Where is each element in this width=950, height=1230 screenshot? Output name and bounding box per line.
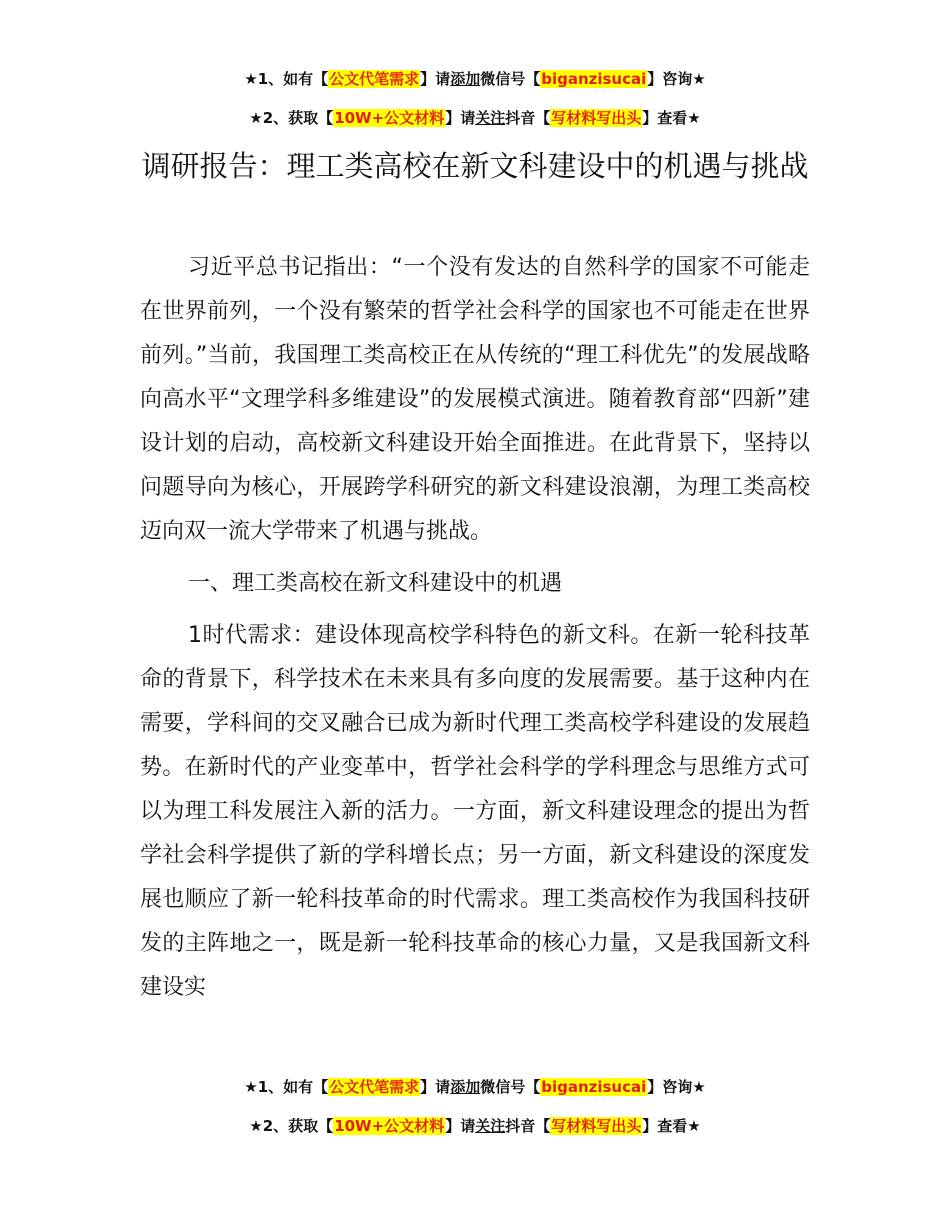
banner-prefix: ★2、获取【 [249,1117,334,1135]
banner-prefix: ★1、如有【 [244,70,329,88]
banner-emphasis: 添加 [450,1078,481,1096]
banner-text: 】请 [445,1117,476,1135]
banner-suffix: 】咨询★ [647,1078,706,1096]
banner-bottom-line-1 [0,1076,950,1098]
banner-text: 】请 [420,1078,451,1096]
banner-emphasis: 关注 [475,1117,506,1135]
banner-text: 】请 [420,70,451,88]
banner-highlight: 公文代笔需求 [329,70,420,88]
banner-douyin-id: 写材料写出头 [551,109,642,127]
section-paragraph: 1时代需求：建设体现高校学科特色的新文科。在新一轮科技革命的背景下，科学技术在未来具有多向度的发展需要。基于这种内在需要，学科间的交叉融合已成为新时代理工类高校学科建设的发展趋势。在新时代的产业变革中，哲学社会科学的学科理念与思维方式可以为理工科发展注入新的活力。一方面，新文科建设理念的提出为哲学社会科学提供了新的学科增长点；另一方面，新文科建设的深度发展也顺应了新一轮科技革命的时代需求。理工类高校作为我国科技研发的主阵地之一，既是新一轮科技革命的核心力量，又是我国新文科建设实 [140,623,810,1000]
banner-emphasis: 关注 [475,109,506,127]
banner-text: 微信号【 [480,70,541,88]
banner-text: 抖音【 [505,1117,551,1135]
banner-text: 微信号【 [480,1078,541,1096]
banner-highlight: 10W+公文材料 [334,109,445,127]
banner-bottom-line-2 [0,1115,950,1137]
document-title: 调研报告：理工类高校在新文科建设中的机遇与挑战 [141,149,809,183]
banner-top-line-1 [0,68,950,90]
document-body [140,246,810,1010]
banner-suffix: 】咨询★ [647,70,706,88]
banner-highlight: 10W+公文材料 [334,1117,445,1135]
banner-suffix: 】查看★ [642,1117,701,1135]
banner-emphasis: 添加 [450,70,481,88]
banner-text: 】请 [445,109,476,127]
banner-highlight: 公文代笔需求 [329,1078,420,1096]
banner-douyin-id: 写材料写出头 [551,1117,642,1135]
section-heading: 一、理工类高校在新文科建设中的机遇 [188,571,563,596]
banner-wechat-id: biganzisucai [541,1078,647,1096]
banner-prefix: ★1、如有【 [244,1078,329,1096]
banner-prefix: ★2、获取【 [249,109,334,127]
banner-top-line-2 [0,107,950,129]
banner-text: 抖音【 [505,109,551,127]
banner-wechat-id: biganzisucai [541,70,647,88]
intro-paragraph: 习近平总书记指出：“一个没有发达的自然科学的国家不可能走在世界前列，一个没有繁荣的哲学社会科学的国家也不可能走在世界前列。”当前，我国理工类高校正在从传统的“理工科优先”的发展战略向高水平“文理学科多维建设”的发展模式演进。随着教育部“四新”建设计划的启动，高校新文科建设开始全面推进。在此背景下，坚持以问题导向为核心，开展跨学科研究的新文科建设浪潮，为理工类高校迈向双一流大学带来了机遇与挑战。 [140,255,810,544]
banner-suffix: 】查看★ [642,109,701,127]
